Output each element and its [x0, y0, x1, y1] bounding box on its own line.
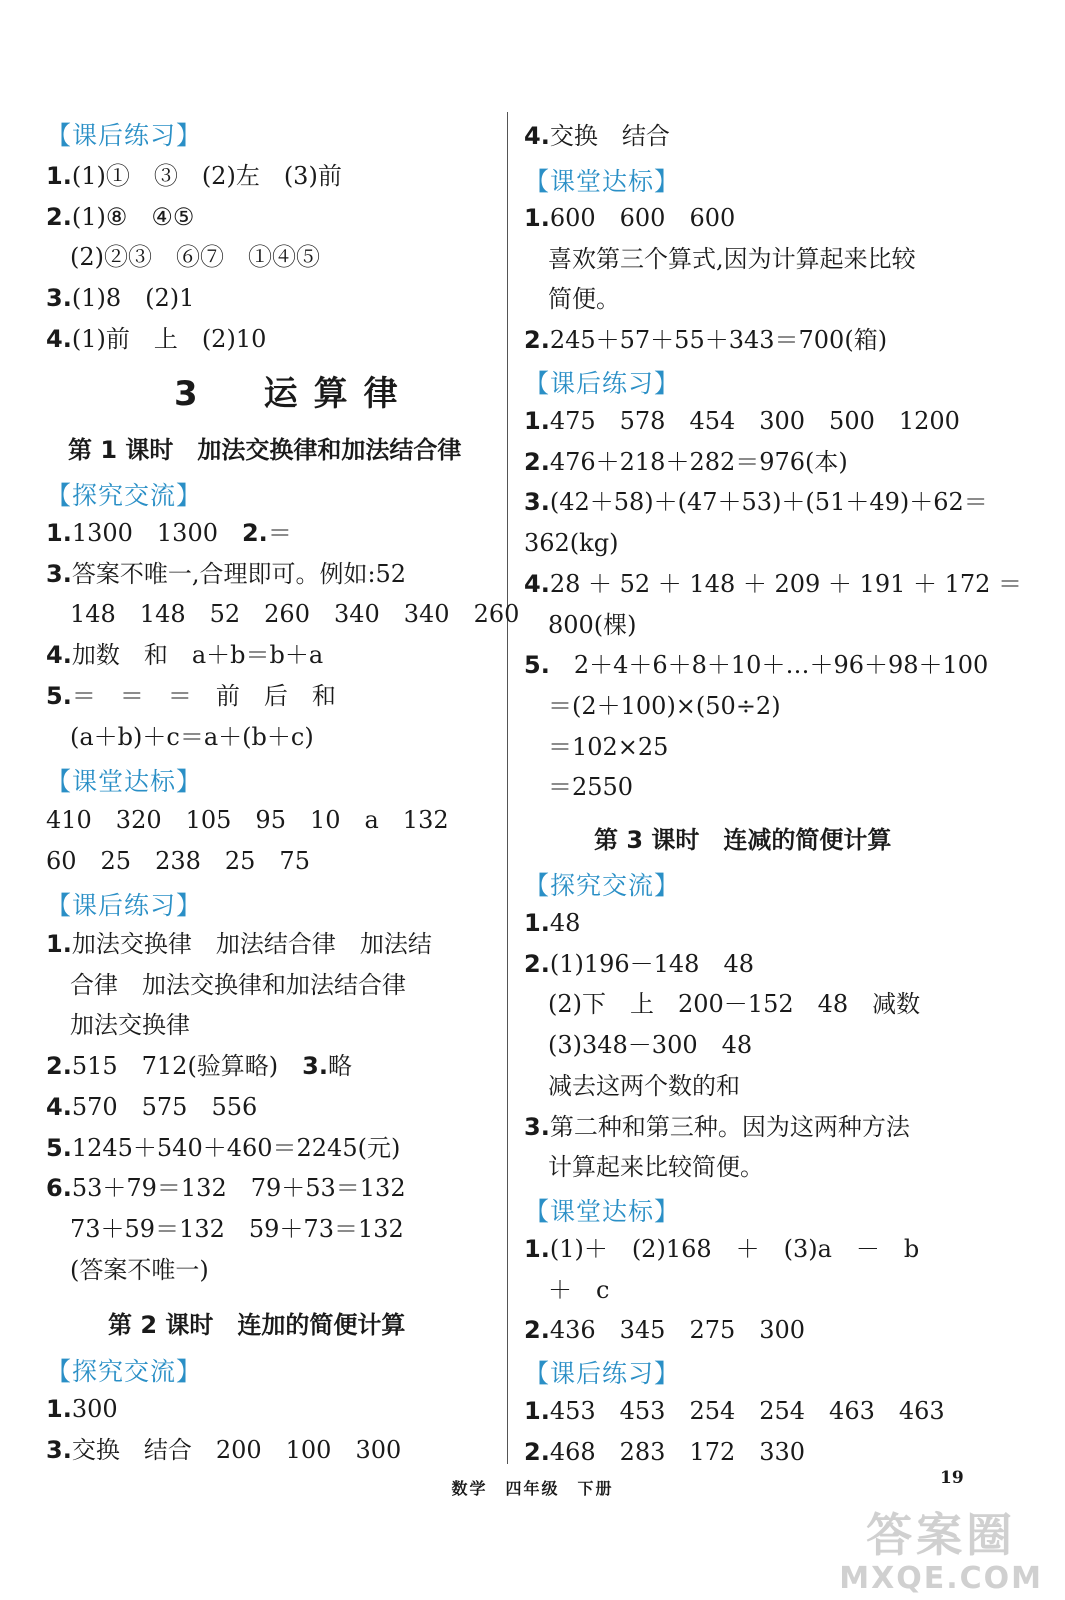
answer-line	[524, 944, 920, 985]
answers-block	[524, 198, 916, 361]
answer-line	[46, 237, 342, 278]
item-text: 略	[328, 1052, 352, 1081]
answer-line	[524, 116, 670, 157]
item-number: 2.	[524, 1316, 550, 1345]
section-header-homework: 【课后练习】	[524, 1359, 681, 1388]
item-text: 喜欢第三个算式,因为计算起来比较	[524, 244, 916, 273]
answer-line	[524, 401, 1022, 442]
item-text: 1245＋540＋460＝2245(元)	[71, 1133, 401, 1162]
answers-block	[524, 1391, 945, 1472]
answer-line	[524, 984, 920, 1025]
item-text: (a＋b)＋c＝a＋(b＋c)	[46, 722, 314, 751]
item-number: 1.	[524, 204, 550, 232]
item-text: (1)前 上 (2)10	[71, 324, 267, 353]
item-number: 1.	[524, 909, 550, 937]
item-text: 计算起来比较简便。	[524, 1153, 764, 1182]
answer-line	[46, 965, 432, 1006]
answer-line	[46, 1128, 432, 1169]
item-text: 476＋218＋282＝976(本)	[549, 447, 848, 476]
answer-line	[46, 800, 449, 841]
answer-line	[46, 278, 342, 319]
item-text: 简便。	[524, 285, 620, 314]
answers-block	[46, 156, 342, 360]
answer-line	[46, 635, 519, 676]
section-header-classwork: 【课堂达标】	[46, 767, 203, 796]
watermark-url: MXQE.COM	[839, 1561, 1043, 1596]
item-number: 5.	[524, 651, 550, 680]
item-text: (2)②③ ⑥⑦ ①④⑤	[46, 243, 320, 272]
answer-line	[524, 564, 1022, 605]
item-text: 28 ＋ 52 ＋ 148 ＋ 209 ＋ 191 ＋ 172 ＝	[549, 569, 1023, 598]
item-text: 交换 结合 200 100 300	[71, 1435, 402, 1464]
item-text: 53＋79＝132 79＋53＝132	[71, 1174, 406, 1203]
item-text: 减去这两个数的和	[524, 1071, 740, 1100]
lesson-title: 第 3 课时 连减的简便计算	[594, 826, 892, 854]
item-number: 2.	[46, 202, 72, 231]
answer-line	[524, 903, 920, 944]
item-text: 453 453 254 254 463 463	[549, 1397, 945, 1425]
answer-line	[524, 320, 916, 361]
item-text: ＋ c	[524, 1275, 610, 1304]
item-number: 4.	[46, 641, 72, 670]
answers-block	[524, 1229, 919, 1351]
answer-line	[524, 1107, 920, 1148]
answers-block	[524, 116, 670, 157]
answers-block	[524, 401, 1022, 808]
answers-block	[524, 903, 920, 1188]
answers-block	[46, 800, 449, 881]
answer-line	[46, 676, 519, 717]
answer-line	[46, 554, 519, 595]
item-text: 515 712(验算略)	[71, 1052, 303, 1081]
answer-line	[524, 605, 1022, 646]
item-text: 加数 和 a＋b＝b＋a	[71, 641, 324, 670]
answer-line	[46, 841, 449, 882]
item-text: 300	[71, 1395, 118, 1423]
item-text: 交换 结合	[549, 122, 670, 150]
answers-block	[46, 1389, 401, 1470]
item-number: 1.	[524, 1235, 550, 1263]
answer-line	[46, 717, 519, 758]
lesson-title: 第 1 课时 加法交换律和加法结合律	[68, 436, 462, 464]
item-number: 3.	[46, 1435, 72, 1464]
item-text: 60 25 238 25 75	[46, 846, 310, 875]
item-text: ＝ ＝ ＝ 前 后 和	[71, 681, 336, 710]
answer-line	[46, 1209, 432, 1250]
answer-line	[46, 924, 432, 965]
item-text: 48	[549, 909, 581, 937]
section-header-homework: 【课后练习】	[524, 369, 681, 398]
item-text: 468 283 172 330	[549, 1437, 806, 1466]
lesson-title: 第 2 课时 连加的简便计算	[108, 1311, 406, 1339]
item-number: 4.	[524, 569, 550, 598]
item-number: 1.	[524, 1397, 550, 1425]
item-text: (答案不唯一)	[46, 1255, 209, 1284]
answer-line	[46, 197, 342, 238]
item-text: ＝	[267, 519, 292, 547]
column-divider	[507, 112, 508, 1464]
answer-line	[524, 523, 1022, 564]
item-text: (1)＋ (2)168 ＋ (3)a － b	[549, 1235, 920, 1263]
answer-line	[524, 1147, 920, 1188]
item-number: 3.	[46, 559, 72, 588]
item-text: 1300 1300	[71, 519, 242, 547]
item-number: 3.	[46, 284, 72, 313]
item-text: (2)下 上 200－152 48 减数	[524, 990, 921, 1019]
item-text: 800(棵)	[524, 610, 637, 639]
item-text: 245＋57＋55＋343＝700(箱)	[549, 326, 888, 355]
answer-line	[524, 1270, 919, 1311]
item-text: 570 575 556	[71, 1092, 258, 1121]
answer-line	[46, 1046, 432, 1087]
item-number: 4.	[46, 1092, 72, 1121]
answer-line	[524, 442, 1022, 483]
item-number: 3.	[302, 1052, 328, 1081]
item-text: ＝(2＋100)×(50÷2)	[524, 691, 781, 720]
item-number: 2.	[524, 1437, 550, 1466]
answer-line	[46, 319, 342, 360]
chapter-title: 3 运算律	[174, 374, 414, 414]
answer-line	[524, 482, 1022, 523]
item-text: 436 345 275 300	[549, 1316, 806, 1345]
answer-line	[524, 1025, 920, 1066]
item-text: 加法交换律 加法结合律 加法结	[71, 930, 432, 958]
item-number: 1.	[46, 930, 72, 958]
item-number: 2.	[524, 447, 550, 476]
item-text: 答案不唯一,合理即可。例如:52	[71, 559, 407, 588]
item-text: ＝2550	[524, 773, 634, 802]
answer-line	[524, 1310, 919, 1351]
page-number: 19	[940, 1468, 964, 1488]
item-text: ＝102×25	[524, 732, 669, 761]
item-number: 1.	[46, 519, 72, 547]
section-header-homework: 【课后练习】	[46, 891, 203, 920]
answers-block	[46, 924, 432, 1290]
item-text: 475 578 454 300 500 1200	[549, 407, 960, 435]
section-header-explore: 【探究交流】	[524, 871, 681, 900]
answer-line	[46, 1250, 432, 1291]
item-number: 5.	[46, 1133, 72, 1162]
item-text: (1)196－148 48	[549, 949, 754, 978]
answer-line	[46, 594, 519, 635]
answer-line	[46, 1168, 432, 1209]
answer-line	[46, 1389, 401, 1430]
item-number: 1.	[46, 162, 72, 190]
item-number: 5.	[46, 681, 72, 710]
item-text: 362(kg)	[524, 529, 619, 558]
item-text: 2＋4＋6＋8＋10＋…＋96＋98＋100	[549, 651, 989, 680]
answer-line	[46, 1005, 432, 1046]
item-text: 第二种和第三种。因为这两种方法	[549, 1112, 910, 1141]
answer-line	[524, 198, 916, 239]
watermark-logo	[839, 1508, 1043, 1596]
answer-line	[524, 1391, 945, 1432]
item-text: 加法交换律	[46, 1011, 190, 1040]
item-text: 148 148 52 260 340 340 260	[46, 600, 520, 629]
item-number: 2.	[524, 949, 550, 978]
answers-block	[46, 513, 519, 757]
answer-line	[524, 645, 1022, 686]
answer-line	[46, 513, 519, 554]
item-number: 3.	[524, 1112, 550, 1141]
item-text: (1)① ③ (2)左 (3)前	[71, 162, 342, 190]
item-text: (42＋58)＋(47＋53)＋(51＋49)＋62＝	[549, 488, 988, 517]
section-header-explore: 【探究交流】	[46, 481, 203, 510]
item-text: (3)348－300 48	[524, 1031, 753, 1060]
section-header-classwork: 【课堂达标】	[524, 167, 681, 196]
answer-line	[524, 767, 1022, 808]
answer-line	[46, 1087, 432, 1128]
answer-line	[46, 1430, 401, 1471]
section-header-homework: 【课后练习】	[46, 121, 203, 150]
page-footer: 数学 四年级 下册	[451, 1479, 614, 1498]
item-number: 3.	[524, 488, 550, 517]
answer-line	[524, 1432, 945, 1473]
section-header-classwork: 【课堂达标】	[524, 1197, 681, 1226]
item-number: 2.	[46, 1052, 72, 1081]
item-number: 1.	[524, 407, 550, 435]
item-text: (1)8 (2)1	[71, 284, 195, 313]
item-number: 1.	[46, 1395, 72, 1423]
answer-line	[524, 1066, 920, 1107]
item-number: 6.	[46, 1174, 72, 1203]
item-text: (1)⑧ ④⑤	[71, 202, 195, 231]
item-number: 4.	[524, 122, 550, 150]
item-text: 600 600 600	[549, 204, 736, 232]
item-text: 合律 加法交换律和加法结合律	[46, 970, 406, 999]
item-number: 4.	[46, 324, 72, 353]
answer-line	[524, 279, 916, 320]
item-text: 410 320 105 95 10 a 132	[46, 806, 449, 834]
section-header-explore: 【探究交流】	[46, 1357, 203, 1386]
answer-line	[524, 239, 916, 280]
watermark-text: 答案圈	[866, 1508, 1017, 1562]
answer-line	[524, 1229, 919, 1270]
item-text: 73＋59＝132 59＋73＝132	[46, 1214, 404, 1243]
item-number: 2.	[524, 326, 550, 355]
item-number: 2.	[241, 519, 268, 547]
answer-line	[524, 727, 1022, 768]
answer-line	[524, 686, 1022, 727]
answer-line	[46, 156, 342, 197]
